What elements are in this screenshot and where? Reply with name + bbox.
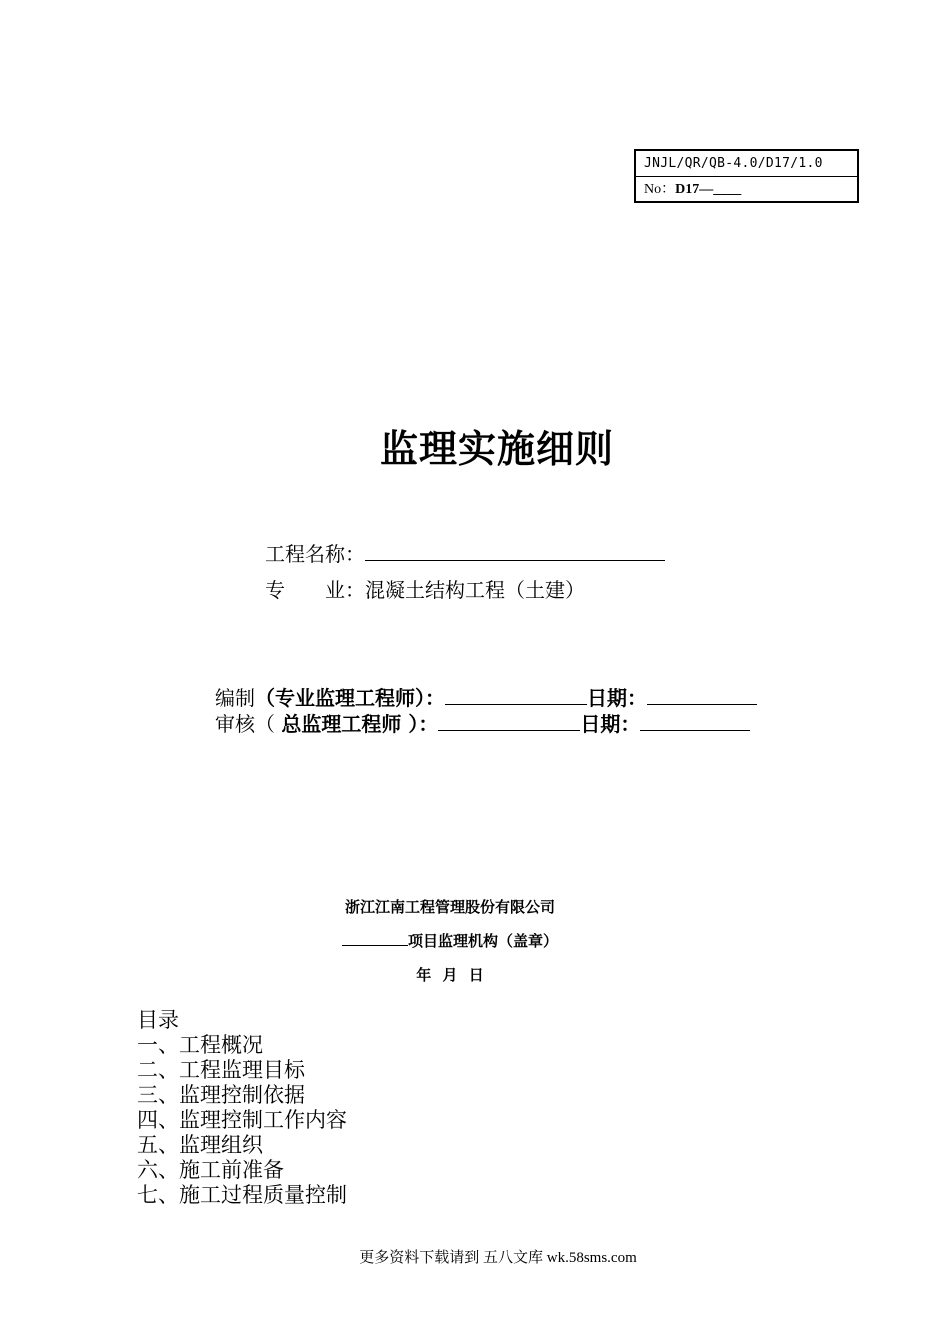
toc-item: 二、工程监理目标 [137,1058,305,1082]
major-row [265,574,585,603]
review-date-label: 日期： [580,712,641,736]
compile-prefix: 编制 [215,686,255,710]
number-value: D17—____ [675,182,742,197]
toc-item: 三、监理控制依据 [137,1083,305,1107]
review-row [215,708,750,737]
review-prefix: 审核（ [215,712,275,736]
org-name-blank [342,931,408,946]
compile-date-blank [647,682,757,705]
toc-heading: 目录 [137,1008,179,1032]
footer-text: 更多资料下载请到 五八文库 wk.58sms.com [359,1250,637,1266]
project-name-blank [365,538,665,561]
compile-date-label: 日期： [587,686,647,710]
major-label-part1: 专 [265,578,285,602]
document-code: JNJL/QR/QB-4.0/D17/1.0 [636,151,857,177]
project-org-line [0,930,900,951]
company-name: 浙江江南工程管理股份有限公司 [344,898,555,916]
document-code-box [634,149,859,203]
toc-item: 四、监理控制工作内容 [137,1108,347,1132]
number-label: No： [644,182,676,197]
document-number [636,177,857,203]
page-title: 监理实施细则 [379,427,614,471]
major-label-part2: 业： [325,578,365,602]
seal-date: 年 月 日 [416,966,484,984]
review-role: 总监理工程师 ）： [281,712,439,736]
review-date-blank [640,708,750,731]
org-suffix: 项目监理机构（盖章） [407,932,558,950]
table-of-contents [137,1008,347,1208]
review-signature-blank [438,708,580,731]
project-name-row [265,538,665,567]
compile-role: （专业监理工程师）： [255,686,445,710]
toc-item: 五、监理组织 [137,1133,263,1157]
major-value: 混凝土结构工程（土建） [365,578,585,602]
compile-row [215,682,757,711]
toc-item: 六、施工前准备 [137,1158,284,1182]
compile-signature-blank [445,682,587,705]
project-name-label: 工程名称： [265,542,365,566]
toc-item: 七、施工过程质量控制 [137,1183,347,1207]
toc-item: 一、工程概况 [137,1033,263,1057]
